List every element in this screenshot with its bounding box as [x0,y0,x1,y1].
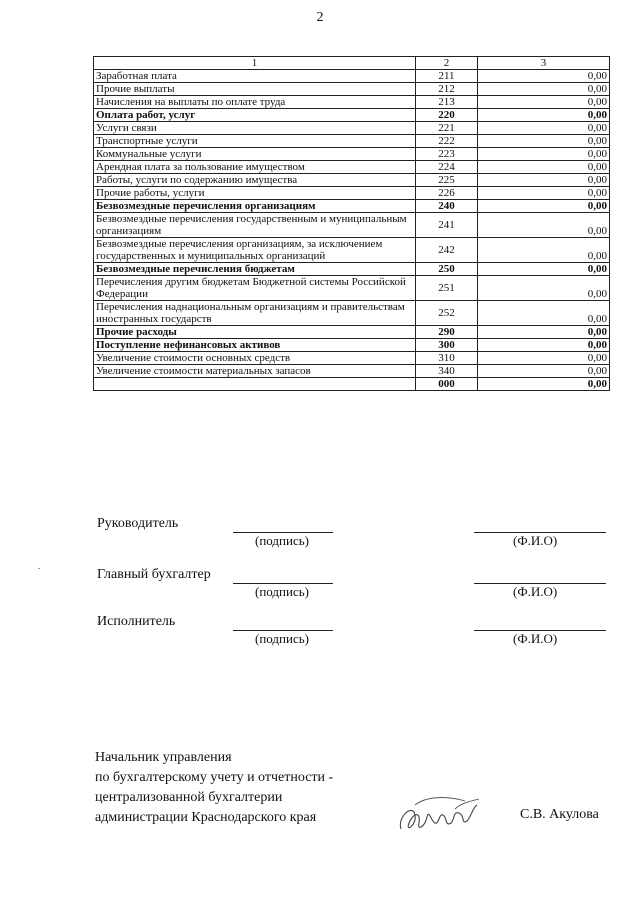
row-amount-cell: 0,00 [478,326,610,339]
row-name-cell: Прочие работы, услуги [94,187,416,200]
row-amount-cell: 0,00 [478,339,610,352]
table-row [94,109,610,122]
footer-name: С.В. Акулова [520,807,599,822]
row-amount-cell: 0,00 [478,109,610,122]
table-row [94,365,610,378]
row-amount-cell: 0,00 [478,301,610,326]
signature-role: Главный бухгалтер [97,567,211,582]
table-row [94,238,610,263]
signature-block-executor [0,614,640,654]
row-amount-cell: 0,00 [478,365,610,378]
row-code-cell: 252 [416,301,478,326]
row-amount-cell: 0,00 [478,276,610,301]
signature-caption: (подпись) [255,533,309,548]
table-row [94,70,610,83]
row-name-cell: Поступление нефинансовых активов [94,339,416,352]
row-amount-cell: 0,00 [478,148,610,161]
row-amount-cell: 0,00 [478,263,610,276]
signature-caption: (подпись) [255,584,309,599]
row-name-cell: Перечисления наднациональным организациям и правительствам иностранных государств [94,301,416,326]
row-name-cell: Работы, услуги по содержанию имущества [94,174,416,187]
row-name-cell: Коммунальные услуги [94,148,416,161]
row-code-cell: 251 [416,276,478,301]
footer-line: Начальник управления [95,750,232,765]
table-row [94,326,610,339]
table-row [94,276,610,301]
row-name-cell: Начисления на выплаты по оплате труда [94,96,416,109]
row-name-cell: Оплата работ, услуг [94,109,416,122]
signature-block-director [0,516,640,556]
table-row [94,200,610,213]
header-col-1: 1 [94,57,416,70]
header-col-3: 3 [478,57,610,70]
table-row [94,148,610,161]
row-code-cell: 211 [416,70,478,83]
row-code-cell: 222 [416,135,478,148]
row-code-cell: 290 [416,326,478,339]
row-amount-cell: 0,00 [478,238,610,263]
row-amount-cell: 0,00 [478,213,610,238]
row-code-cell: 213 [416,96,478,109]
row-code-cell: 225 [416,174,478,187]
table-row [94,122,610,135]
row-amount-cell: 0,00 [478,200,610,213]
table-row [94,135,610,148]
name-caption: (Ф.И.О) [513,533,558,548]
row-code-cell: 240 [416,200,478,213]
row-code-cell: 223 [416,148,478,161]
table-row [94,301,610,326]
row-code-cell: 241 [416,213,478,238]
row-amount-cell: 0,00 [478,122,610,135]
footer-position [95,748,333,828]
row-code-cell: 300 [416,339,478,352]
row-code-cell: 000 [416,378,478,391]
signature-role: Исполнитель [97,614,176,629]
row-name-cell: Заработная плата [94,70,416,83]
table-row [94,378,610,391]
row-amount-cell: 0,00 [478,96,610,109]
table-row [94,174,610,187]
footer-line: централизованной бухгалтерии [95,790,283,805]
row-name-cell: Прочие расходы [94,326,416,339]
row-code-cell: 220 [416,109,478,122]
table-row [94,213,610,238]
row-name-cell: Перечисления другим бюджетам Бюджетной системы Российской Федерации [94,276,416,301]
name-caption: (Ф.И.О) [513,584,558,599]
header-col-2: 2 [416,57,478,70]
row-name-cell: Безвозмездные перечисления организациям [94,200,416,213]
row-amount-cell: 0,00 [478,135,610,148]
row-name-cell [94,378,416,391]
row-code-cell: 212 [416,83,478,96]
row-name-cell: Увеличение стоимости материальных запасов [94,365,416,378]
page-number: 2 [316,10,324,25]
signature-caption: (подпись) [255,631,309,646]
row-name-cell: Безвозмездные перечисления организациям, за исключением государственных и муниципальных организаций [94,238,416,263]
row-code-cell: 224 [416,161,478,174]
footer-line: администрации Краснодарского края [95,810,317,825]
row-code-cell: 226 [416,187,478,200]
signature-role: Руководитель [97,516,179,531]
row-code-cell: 221 [416,122,478,135]
signature-block-chief-accountant [0,567,640,607]
row-amount-cell: 0,00 [478,352,610,365]
row-name-cell: Прочие выплаты [94,83,416,96]
table-row [94,161,610,174]
table-row [94,83,610,96]
table-row [94,263,610,276]
row-amount-cell: 0,00 [478,378,610,391]
row-amount-cell: 0,00 [478,187,610,200]
table-row [94,187,610,200]
row-amount-cell: 0,00 [478,161,610,174]
table-header-row [94,57,610,70]
row-amount-cell: 0,00 [478,70,610,83]
row-name-cell: Увеличение стоимости основных средств [94,352,416,365]
table-row [94,352,610,365]
row-name-cell: Транспортные услуги [94,135,416,148]
row-name-cell: Безвозмездные перечисления государственным и муниципальным организациям [94,213,416,238]
row-code-cell: 242 [416,238,478,263]
table-row [94,339,610,352]
row-code-cell: 310 [416,352,478,365]
name-caption: (Ф.И.О) [513,631,558,646]
handwritten-signature [395,793,485,846]
footer-line: по бухгалтерскому учету и отчетности - [95,770,334,785]
row-name-cell: Услуги связи [94,122,416,135]
row-amount-cell: 0,00 [478,174,610,187]
row-code-cell: 250 [416,263,478,276]
row-name-cell: Арендная плата за пользование имуществом [94,161,416,174]
row-code-cell: 340 [416,365,478,378]
expenses-table [93,56,610,391]
row-amount-cell: 0,00 [478,83,610,96]
table-row [94,96,610,109]
row-name-cell: Безвозмездные перечисления бюджетам [94,263,416,276]
